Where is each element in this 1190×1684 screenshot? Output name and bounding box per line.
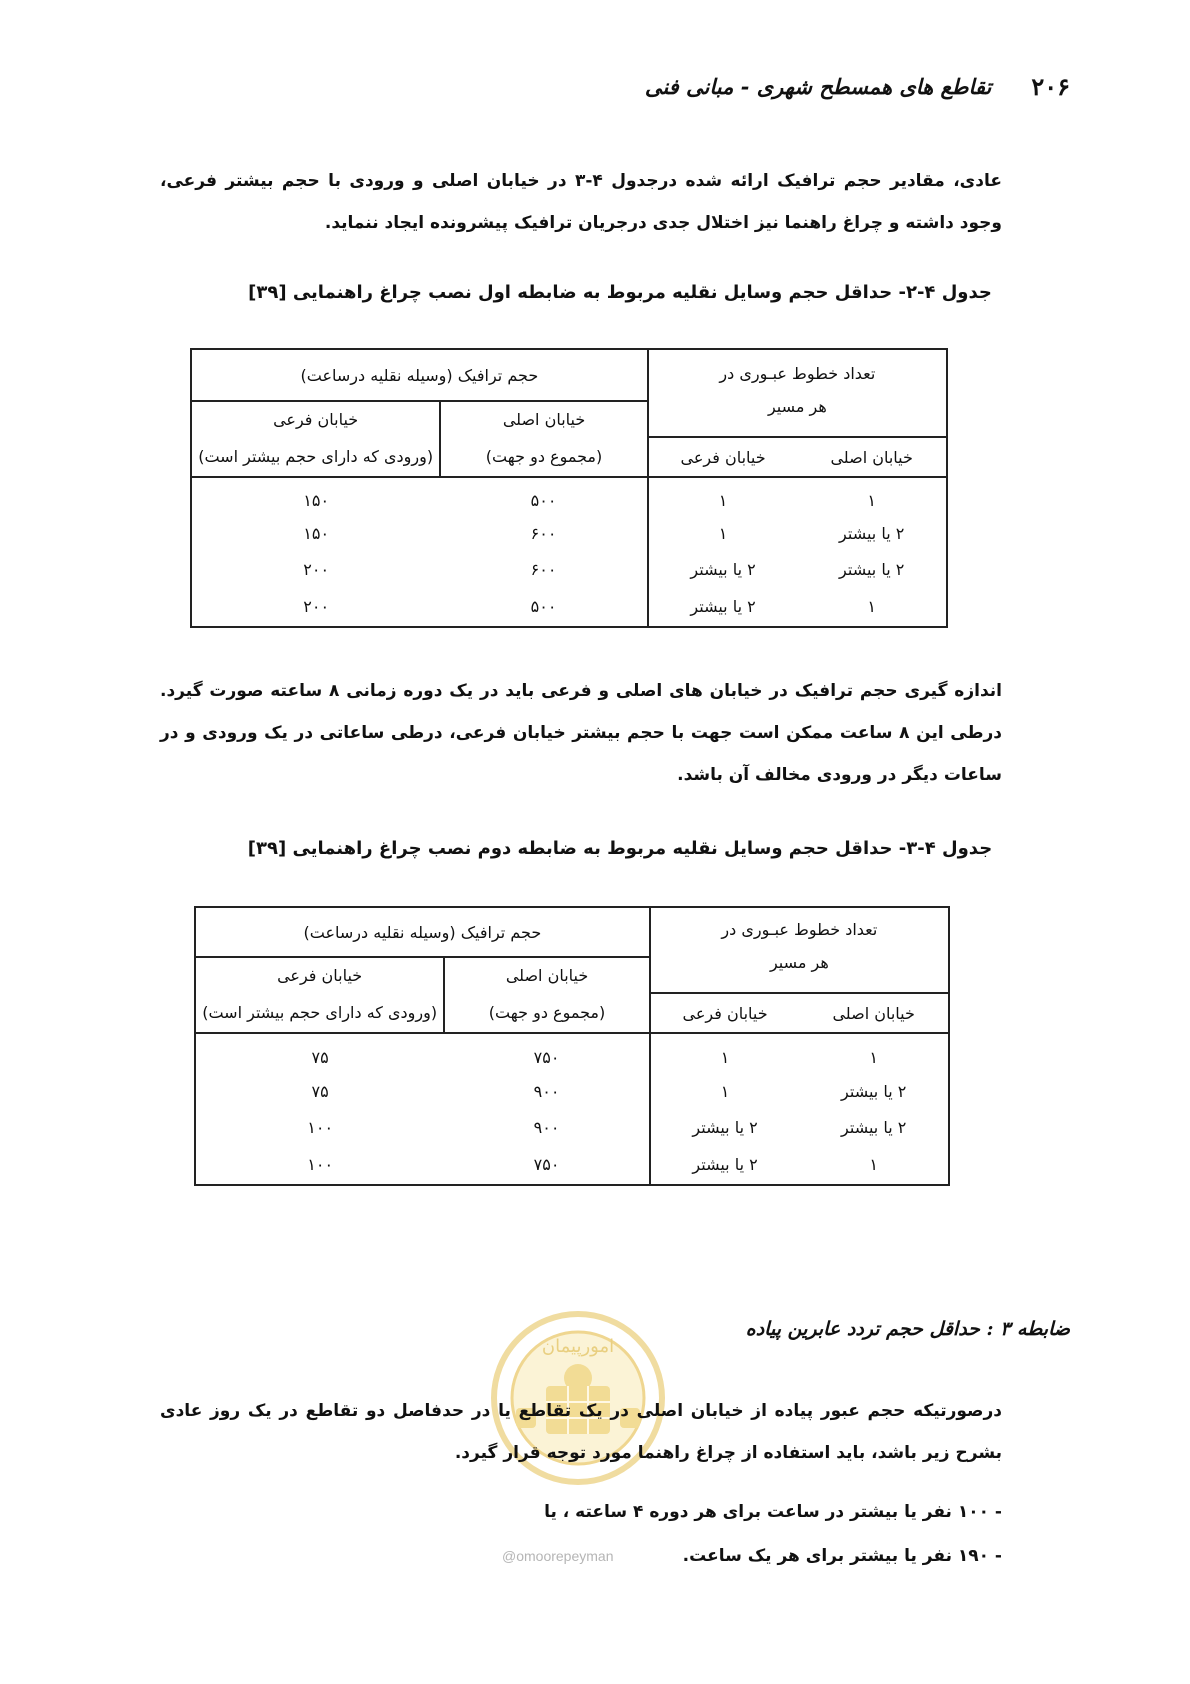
cell-lane-minor: ۱ [650, 1073, 800, 1109]
cell-vol-minor: ۲۰۰ [191, 551, 440, 587]
cell-vol-main: ۵۰۰ [440, 587, 647, 627]
table-2-caption: جدول ۴-۳- حداقل حجم وسایل نقلیه مربوط به ضابطه دوم نصب چراغ راهنمایی [۳۹] [247, 838, 993, 859]
page-header [560, 66, 1070, 106]
table-1 [190, 348, 948, 628]
header-lane-main: خیابان اصلی [797, 437, 947, 477]
cell-vol-main: ۷۵۰ [444, 1033, 649, 1073]
cell-lane-main: ۲ یا بیشتر [799, 1073, 949, 1109]
cell-lane-main: ۱ [799, 1145, 949, 1185]
cell-lane-minor: ۱ [650, 1033, 800, 1073]
stamp-text: امورپیمان [541, 1336, 615, 1357]
table-row [191, 515, 947, 551]
paragraph-2: اندازه گیری حجم ترافیک در خیابان های اصلی و فرعی باید در یک دوره زمانی ۸ ساعته صورت گیرد. درطی این ۸ ساعت ممکن است جهت با حجم بیشتر خیابان فرعی، درطی ساعاتی در یک ورودی و در ساعات دیگر در ورودی مخالف آن باشد. [160, 681, 1002, 785]
table-row [195, 1145, 949, 1185]
table-row [195, 1033, 949, 1073]
cell-vol-minor: ۱۰۰ [195, 1109, 444, 1145]
paragraph-1: عادی، مقادیر حجم ترافیک ارائه شده درجدول ۴-۳ در خیابان اصلی و ورودی با حجم بیشتر فرعی، وجود داشته و چراغ راهنما نیز اختلال جدی درجریان ترافیک پیشرونده ایجاد ننماید. [160, 171, 1002, 233]
cell-lane-main: ۱ [799, 1033, 949, 1073]
header-minor-sub: (ورودی که دارای حجم بیشتر است) [195, 993, 444, 1033]
cell-vol-main: ۵۰۰ [440, 477, 647, 515]
header-lanes [650, 907, 949, 993]
header-lanes [648, 349, 947, 437]
cell-lane-minor: ۱ [718, 523, 728, 543]
rule-3-title: ضابطه ۳ : حداقل حجم تردد عابرین پیاده [745, 1318, 1070, 1340]
cell-vol-minor: ۱۵۰ [191, 515, 440, 551]
cell-lane-main: ۱ [797, 587, 947, 627]
cell-lane-main: ۲ یا بیشتر [797, 515, 947, 551]
cell-vol-minor: ۱۰۰ [195, 1145, 444, 1185]
header-main-street: خیابان اصلی [440, 401, 647, 437]
header-volume: حجم ترافیک (وسیله نقلیه درساعت) [191, 349, 648, 401]
header-main-sub: (مجموع دو جهت) [444, 993, 649, 1033]
header-lane-main: خیابان اصلی [799, 993, 949, 1033]
watermark-handle: @omoorepeyman [502, 1548, 614, 1564]
header-minor-street: خیابان فرعی [191, 401, 440, 437]
cell-lane-minor: ۱ [648, 477, 798, 515]
table-1-caption: جدول ۴-۲- حداقل حجم وسایل نقلیه مربوط به ضابطه اول نصب چراغ راهنمایی [۳۹] [248, 282, 992, 303]
cell-vol-minor: ۷۵ [195, 1033, 444, 1073]
page-number: ۲۰۶ [1031, 71, 1070, 101]
header-main-sub: (مجموع دو جهت) [440, 437, 647, 477]
cell-vol-main: ۶۰۰ [440, 551, 647, 587]
cell-vol-minor: ۲۰۰ [191, 587, 440, 627]
header-lanes-text-2: هر مسیر [767, 397, 827, 416]
header-minor-sub: (ورودی که دارای حجم بیشتر است) [191, 437, 440, 477]
paragraph-3: درصورتیکه حجم عبور پیاده از خیابان اصلی در یک تقاطع یا در حدفاصل دو تقاطع در یک روز عادی بشرح زیر باشد، باید استفاده از چراغ راهنما مورد توجه قرار گیرد. [160, 1401, 1002, 1463]
header-lanes-text: تعداد خطوط عبـوری در [721, 920, 878, 939]
table-row [195, 1073, 949, 1109]
table-row [191, 551, 947, 587]
cell-lane-main: ۲ یا بیشتر [799, 1109, 949, 1145]
cell-lane-minor: ۲ یا بیشتر [648, 587, 798, 627]
bullet-1: - ۱۰۰ نفر یا بیشتر در ساعت برای هر دوره ۴ ساعته ، یا [544, 1502, 1002, 1522]
table-row [195, 1109, 949, 1145]
cell-vol-main: ۹۰۰ [444, 1109, 649, 1145]
table-row [191, 477, 947, 515]
cell-lane-main: ۱ [797, 477, 947, 515]
header-lanes-text: تعداد خطوط عبـوری در [719, 364, 876, 383]
header-main-street: خیابان اصلی [444, 957, 649, 993]
table-2 [194, 906, 950, 1186]
header-lane-minor: خیابان فرعی [648, 437, 798, 477]
cell-lane-main: ۲ یا بیشتر [797, 551, 947, 587]
cell-lane-minor: ۲ یا بیشتر [650, 1109, 800, 1145]
table-row [191, 587, 947, 627]
cell-vol-minor: ۱۵۰ [191, 477, 440, 515]
header-lane-minor: خیابان فرعی [650, 993, 800, 1033]
bullet-2: - ۱۹۰ نفر یا بیشتر برای هر یک ساعت. [682, 1546, 1002, 1566]
header-minor-street: خیابان فرعی [195, 957, 444, 993]
cell-lane-minor: ۲ یا بیشتر [648, 551, 798, 587]
cell-vol-minor: ۷۵ [195, 1073, 444, 1109]
cell-vol-main: ۶۰۰ [440, 515, 647, 551]
running-title: تقاطع های همسطح شهری - مبانی فنی [644, 73, 992, 99]
cell-vol-main: ۹۰۰ [444, 1073, 649, 1109]
cell-vol-main: ۷۵۰ [444, 1145, 649, 1185]
cell-lane-minor: ۲ یا بیشتر [650, 1145, 800, 1185]
header-lanes-text-2: هر مسیر [769, 953, 829, 972]
header-volume: حجم ترافیک (وسیله نقلیه درساعت) [195, 907, 650, 957]
